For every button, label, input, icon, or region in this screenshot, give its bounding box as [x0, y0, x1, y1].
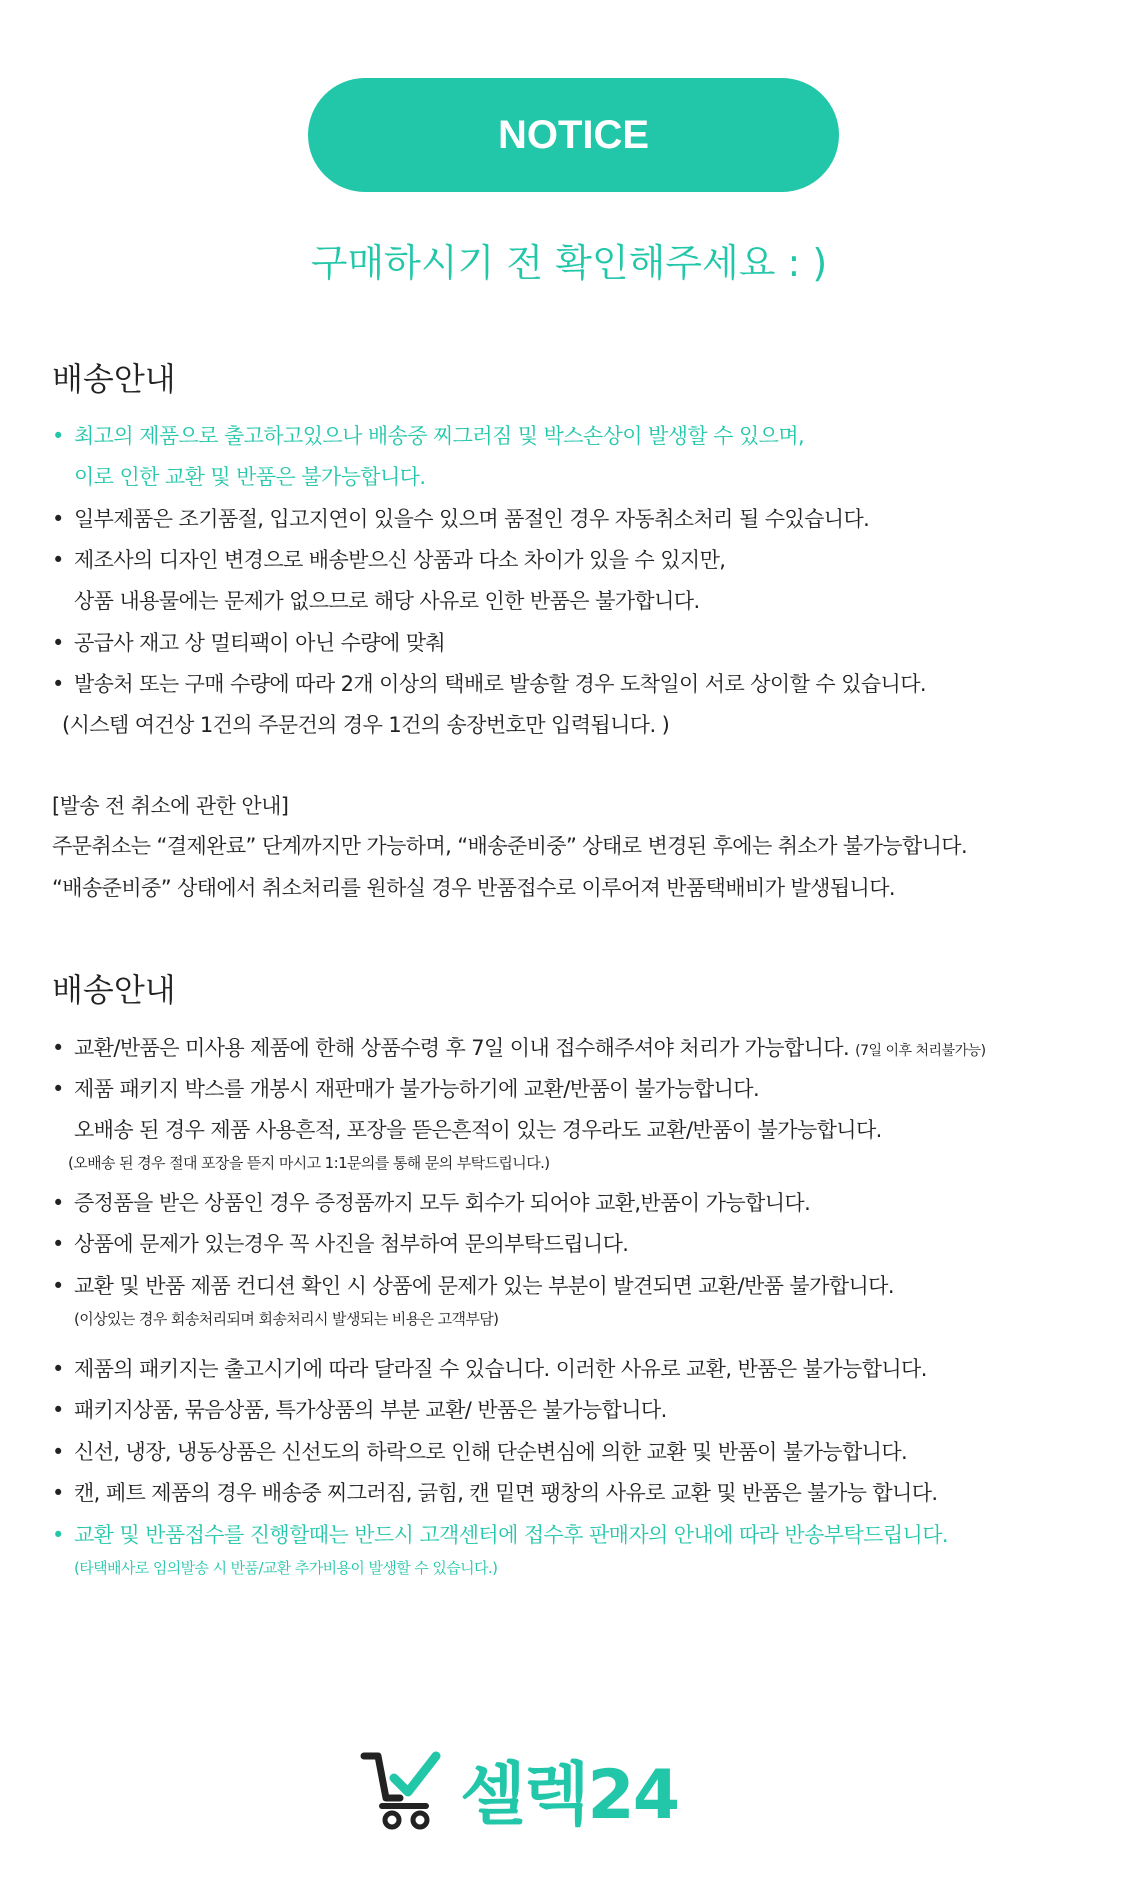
bullet: •: [52, 1357, 64, 1381]
list-item: • 교환/반품은 미사용 제품에 한해 상품수령 후 7일 이내 접수해주셔야 처리가 가능합니다. (7일 이후 처리불가능): [52, 1036, 986, 1060]
list-item: • 제조사의 디자인 변경으로 배송받으신 상품과 다소 차이가 있을 수 있지만,: [52, 548, 726, 572]
section-title-shipping: 배송안내: [52, 360, 176, 398]
bullet: •: [52, 1077, 64, 1101]
logo-text: 셀렉24: [460, 1755, 679, 1835]
list-item-continuation: 이로 인한 교환 및 반품은 불가능합니다.: [74, 465, 426, 489]
cart-check-icon: [360, 1742, 448, 1836]
list-item-note: (시스템 여건상 1건의 주문건의 경우 1건의 송장번호만 입력됩니다. ): [62, 713, 670, 737]
notice-label: NOTICE: [497, 112, 650, 157]
list-item: • 제품 패키지 박스를 개봉시 재판매가 불가능하기에 교환/반품이 불가능합니다.: [52, 1077, 760, 1101]
list-item-note: (타택배사로 임의발송 시 반품/교환 추가비용이 발생할 수 있습니다.): [74, 1559, 498, 1577]
bullet: •: [52, 424, 64, 448]
bullet: •: [52, 1191, 64, 1215]
list-item: • 일부제품은 조기품절, 입고지연이 있을수 있으며 품절인 경우 자동취소처리 될 수있습니다.: [52, 507, 870, 531]
bullet: •: [52, 1398, 64, 1422]
list-item: • 캔, 페트 제품의 경우 배송중 찌그러짐, 긁힘, 캔 밑면 팽창의 사유로 교환 및 반품은 불가능 합니다.: [52, 1481, 938, 1505]
section-title-exchange: 배송안내: [52, 971, 176, 1009]
list-item-note: (이상있는 경우 회송처리되며 회송처리시 발생되는 비용은 고객부담): [74, 1310, 499, 1328]
list-item-continuation: 상품 내용물에는 문제가 없으므로 해당 사유로 인한 반품은 불가합니다.: [74, 589, 700, 613]
list-item: • 상품에 문제가 있는경우 꼭 사진을 첨부하여 문의부탁드립니다.: [52, 1232, 629, 1256]
bullet: •: [52, 1036, 64, 1060]
list-item: • 교환 및 반품 제품 컨디션 확인 시 상품에 문제가 있는 부분이 발견되면 교환/반품 불가합니다.: [52, 1274, 894, 1298]
list-item: • 증정품을 받은 상품인 경우 증정품까지 모두 회수가 되어야 교환,반품이 가능합니다.: [52, 1191, 811, 1215]
bullet: •: [52, 1523, 64, 1547]
list-item: • 제품의 패키지는 출고시기에 따라 달라질 수 있습니다. 이러한 사유로 교환, 반품은 불가능합니다.: [52, 1357, 927, 1381]
list-item: • 발송처 또는 구매 수량에 따라 2개 이상의 택배로 발송할 경우 도착일이 서로 상이할 수 있습니다.: [52, 672, 926, 696]
list-item: • 교환 및 반품접수를 진행할때는 반드시 고객센터에 접수후 판매자의 안내에 따라 반송부탁드립니다.: [52, 1523, 948, 1547]
cancel-section-title: [발송 전 취소에 관한 안내]: [52, 794, 289, 818]
bullet: •: [52, 507, 64, 531]
cancel-line: 주문취소는 “결제완료” 단계까지만 가능하며, “배송준비중” 상태로 변경된 후에는 취소가 불가능합니다.: [52, 834, 968, 858]
page-subtitle: 구매하시기 전 확인해주세요 : ): [310, 241, 828, 285]
brand-logo: [360, 1744, 678, 1834]
bullet: •: [52, 1274, 64, 1298]
list-item-note: (7일 이후 처리불가능): [855, 1043, 986, 1059]
bullet: •: [52, 1481, 64, 1505]
bullet: •: [52, 1440, 64, 1464]
list-item-note: (오배송 된 경우 절대 포장을 뜯지 마시고 1:1문의를 통해 문의 부탁드립니다.): [68, 1154, 550, 1172]
cancel-line: “배송준비중” 상태에서 취소처리를 원하실 경우 반품접수로 이루어져 반품택배비가 발생됩니다.: [52, 876, 895, 900]
list-item: • 최고의 제품으로 출고하고있으나 배송중 찌그러짐 및 박스손상이 발생할 수 있으며,: [52, 424, 805, 448]
list-item: • 신선, 냉장, 냉동상품은 신선도의 하락으로 인해 단순변심에 의한 교환 및 반품이 불가능합니다.: [52, 1440, 908, 1464]
notice-badge: [308, 78, 839, 192]
list-item-continuation: 오배송 된 경우 제품 사용흔적, 포장을 뜯은흔적이 있는 경우라도 교환/반품이 불가능합니다.: [74, 1118, 882, 1142]
list-item: • 공급사 재고 상 멀티팩이 아닌 수량에 맞춰: [52, 631, 446, 655]
bullet: •: [52, 1232, 64, 1256]
list-item: • 패키지상품, 묶음상품, 특가상품의 부분 교환/ 반품은 불가능합니다.: [52, 1398, 667, 1422]
bullet: •: [52, 672, 64, 696]
bullet: •: [52, 548, 64, 572]
bullet: •: [52, 631, 64, 655]
